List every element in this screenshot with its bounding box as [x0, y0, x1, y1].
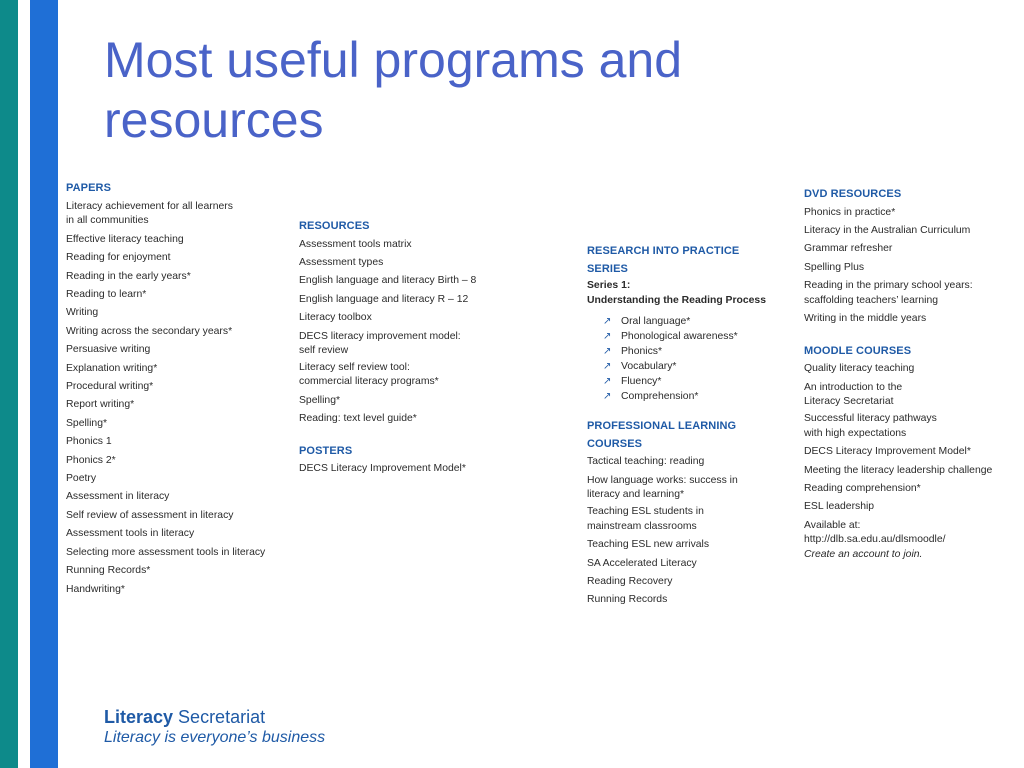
resources-item: Assessment tools matrix — [299, 238, 412, 250]
resources-item: Reading: text level guide* — [299, 413, 417, 425]
papers-item: Phonics 2* — [66, 454, 116, 466]
papers-item: Poetry — [66, 473, 97, 485]
research-topic-item: ↗ Phonological awareness* — [603, 331, 738, 343]
papers-item: Handwriting* — [66, 583, 125, 595]
resources-column — [299, 218, 524, 479]
courses-item: SA Accelerated Literacy — [587, 557, 697, 569]
papers-item: Spelling* — [66, 417, 108, 429]
dvd-column — [804, 186, 1014, 565]
resources-item: DECS literacy improvement model: self review — [299, 330, 461, 357]
footer — [104, 706, 325, 748]
courses-list — [587, 453, 787, 609]
moodle-url: http://dlb.sa.edu.au/dlsmoodle/ — [804, 534, 946, 546]
papers-item: Reading for enjoyment — [66, 252, 171, 264]
moodle-item: Successful literacy pathways with high expectations — [804, 413, 937, 439]
papers-item: Persuasive writing — [66, 344, 151, 356]
papers-column — [66, 180, 291, 599]
courses-item: Reading Recovery — [587, 575, 673, 587]
footer-tagline: Literacy is everyone’s business — [104, 729, 326, 746]
papers-item: Assessment in literacy — [66, 491, 170, 503]
research-topic-item: ↗ Oral language* — [603, 316, 691, 328]
papers-item: Selecting more assessment tools in literacy — [66, 546, 266, 558]
left-blue-stripe — [30, 0, 58, 768]
posters-heading: POSTERS — [299, 444, 353, 457]
research-topic-item: ↗ Vocabulary* — [603, 361, 677, 373]
moodle-availability: Available at: http://dlb.sa.edu.au/dlsmoodle/ Create an account to join. — [804, 519, 1014, 563]
papers-item: Phonics 1 — [66, 436, 112, 448]
resources-item: English language and literacy R – 12 — [299, 293, 469, 305]
dvd-item: Literacy in the Australian Curriculum — [804, 225, 971, 236]
resources-item: Literacy self review tool: commercial literacy programs* — [299, 361, 439, 388]
dvd-list — [804, 204, 1014, 329]
courses-item: Tactical teaching: reading — [587, 456, 705, 468]
papers-item: Report writing* — [66, 399, 135, 411]
research-heading: RESEARCH INTO PRACTICE SERIES — [587, 245, 740, 275]
papers-item: Reading in the early years* — [66, 270, 191, 282]
research-topic-item: ↗ Comprehension* — [603, 391, 699, 403]
research-column — [587, 243, 787, 610]
moodle-item: An introduction to the Literacy Secretariat — [804, 381, 903, 408]
papers-item: Self review of assessment in literacy — [66, 509, 234, 521]
papers-item: Reading to learn* — [66, 289, 147, 300]
papers-item: Running Records* — [66, 565, 151, 577]
research-topic-list — [603, 314, 787, 404]
papers-item: Procedural writing* — [66, 381, 154, 393]
resources-item: Assessment types — [299, 257, 384, 268]
resources-item: English language and literacy Birth – 8 — [299, 275, 477, 287]
arrow-bullet-icon: ↗ — [603, 376, 612, 388]
arrow-bullet-icon: ↗ — [603, 316, 612, 328]
papers-list — [66, 200, 291, 599]
courses-heading: PROFESSIONAL LEARNING COURSES — [587, 420, 737, 450]
resources-item: Spelling* — [299, 395, 341, 406]
moodle-item: Reading comprehension* — [804, 483, 921, 494]
left-white-stripe — [18, 0, 30, 768]
moodle-heading: MOODLE COURSES — [804, 344, 912, 357]
arrow-bullet-icon: ↗ — [603, 331, 612, 343]
moodle-item: Meeting the literacy leadership challenge — [804, 464, 993, 476]
slide-title: Most useful programs and resources — [104, 32, 683, 148]
moodle-item: DECS Literacy Improvement Model* — [804, 446, 971, 458]
courses-item: Running Records — [587, 594, 668, 606]
resources-heading: RESOURCES — [299, 220, 370, 232]
research-topic-item: ↗ Phonics* — [603, 346, 663, 358]
research-series-title: Understanding the Reading Process — [587, 295, 766, 307]
papers-item: Literacy achievement for all learners in all communities — [66, 200, 233, 227]
moodle-item: ESL leadership — [804, 501, 875, 513]
papers-item: Assessment tools in literacy — [66, 528, 195, 540]
arrow-bullet-icon: ↗ — [603, 391, 612, 403]
research-series-label: Series 1: — [587, 280, 631, 292]
resources-item: Literacy toolbox — [299, 312, 372, 324]
courses-item: Teaching ESL new arrivals — [587, 539, 710, 551]
left-teal-stripe — [0, 0, 18, 768]
dvd-item: Phonics in practice* — [804, 206, 896, 218]
papers-heading: PAPERS — [66, 182, 112, 194]
dvd-heading: DVD RESOURCES — [804, 188, 902, 200]
dvd-item: Grammar refresher — [804, 243, 893, 255]
papers-item: Writing across the secondary years* — [66, 325, 233, 337]
papers-item: Effective literacy teaching — [66, 233, 184, 245]
dvd-item: Writing in the middle years — [804, 313, 927, 325]
courses-item: How language works: success in literacy and learning* — [587, 474, 738, 501]
moodle-list — [804, 360, 1014, 516]
papers-item: Writing — [66, 307, 99, 319]
research-topic-item: ↗ Fluency* — [603, 376, 662, 388]
arrow-bullet-icon: ↗ — [603, 361, 612, 373]
dvd-item: Spelling Plus — [804, 261, 865, 273]
resources-list — [299, 236, 524, 429]
dvd-item: Reading in the primary school years: scaffolding teachers’ learning — [804, 280, 973, 306]
courses-item: Teaching ESL students in mainstream classrooms — [587, 505, 704, 532]
posters-item: DECS Literacy Improvement Model* — [299, 463, 466, 475]
papers-item: Explanation writing* — [66, 362, 158, 374]
moodle-item: Quality literacy teaching — [804, 363, 915, 375]
arrow-bullet-icon: ↗ — [603, 346, 612, 358]
footer-brand: Literacy Secretariat — [104, 707, 266, 727]
